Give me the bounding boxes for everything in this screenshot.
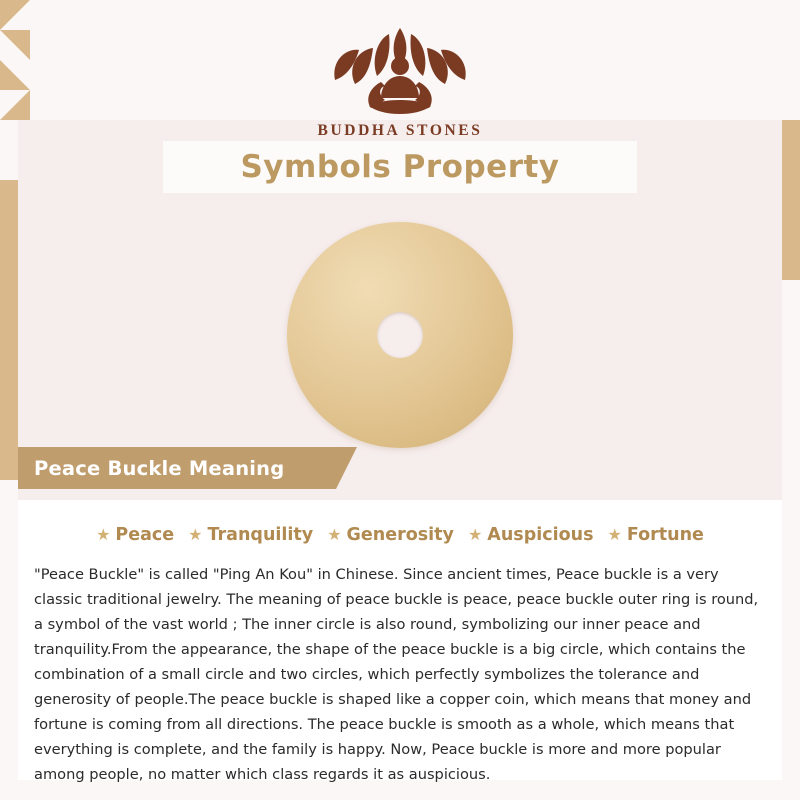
page-title: Symbols Property (240, 149, 560, 185)
keyword-list (18, 525, 782, 545)
section-title: Peace Buckle Meaning (34, 456, 285, 480)
keyword-item (468, 525, 594, 545)
product-image-area (0, 222, 800, 447)
star-icon: ★ (96, 525, 111, 544)
lotus-meditation-icon (315, 18, 485, 118)
keyword-item (188, 525, 313, 545)
brand-name: BUDDHA STONES (317, 122, 483, 139)
keyword-item (608, 525, 704, 545)
star-icon: ★ (327, 525, 342, 544)
keyword-label: Auspicious (487, 525, 594, 545)
star-icon: ★ (607, 525, 622, 544)
keyword-item (327, 525, 454, 545)
peace-buckle-disc (287, 222, 513, 448)
keyword-label: Generosity (346, 525, 454, 545)
section-ribbon (18, 447, 336, 489)
keyword-item (96, 525, 174, 545)
star-icon: ★ (188, 525, 203, 544)
description-text: "Peace Buckle" is called "Ping An Kou" in Chinese. Since ancient times, Peace buckle is a very classic traditional jewelry. The meaning of peace buckle is peace, peace buckle outer ring is round, a symbol of the vast world ; The inner circle is also round, symbolizing our inner peace and tranquility.From the appearance, the shape of the peace buckle is a big circle, which contains the combination of a small circle and two circles, which perfectly symbolizes the tolerance and generosity of people.The peace buckle is shaped like a copper coin, which means that money and fortune is coming from all directions. The peace buckle is smooth as a whole, which means that everything is complete, and the family is happy. Now, Peace buckle is more and more popular among people, no matter which class regards it as auspicious. (34, 566, 759, 783)
star-icon: ★ (467, 525, 483, 544)
brand-header (0, 18, 800, 140)
keyword-label: Peace (115, 525, 175, 545)
keyword-label: Tranquility (207, 525, 314, 545)
disc-center-hole (377, 312, 423, 358)
keyword-label: Fortune (626, 525, 704, 545)
title-banner (163, 141, 637, 193)
